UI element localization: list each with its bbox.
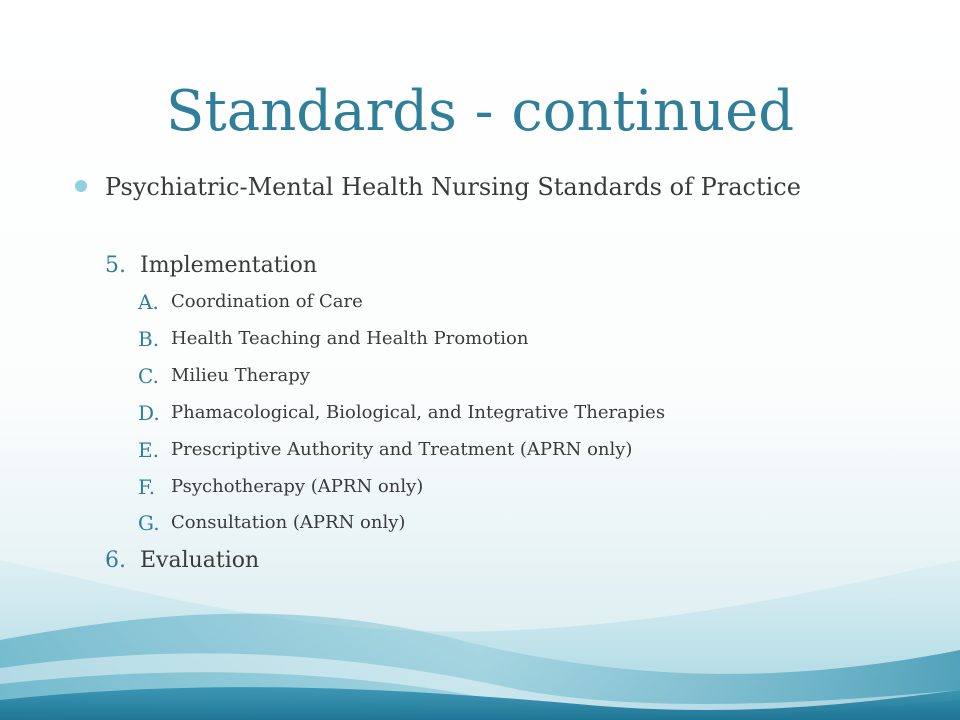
section-number: 6. xyxy=(105,548,126,573)
list-item: Psychotherapy (APRN only) xyxy=(171,476,424,497)
slide-title: Standards - continued xyxy=(165,79,795,144)
list-item: Health Teaching and Health Promotion xyxy=(171,328,529,349)
main-bullet-text: Psychiatric-Mental Health Nursing Standards of Practice xyxy=(105,173,801,201)
bullet-icon xyxy=(75,180,87,192)
item-letter: G. xyxy=(138,511,160,535)
item-letter: A. xyxy=(138,290,159,314)
list-item: Consultation (APRN only) xyxy=(171,512,406,533)
item-letter: C. xyxy=(138,364,159,388)
list-item: Phamacological, Biological, and Integrative Therapies xyxy=(171,402,666,423)
item-letter: E. xyxy=(138,438,159,462)
section-label: Evaluation xyxy=(140,548,260,573)
list-item: Prescriptive Authority and Treatment (APRN only) xyxy=(171,439,633,460)
list-item: Coordination of Care xyxy=(171,291,363,312)
section-label: Implementation xyxy=(140,253,317,278)
list-item: Milieu Therapy xyxy=(171,365,310,386)
item-letter: B. xyxy=(138,327,160,351)
item-letter: D. xyxy=(138,401,160,425)
section-number: 5. xyxy=(105,253,126,278)
item-letter: F. xyxy=(138,475,156,499)
